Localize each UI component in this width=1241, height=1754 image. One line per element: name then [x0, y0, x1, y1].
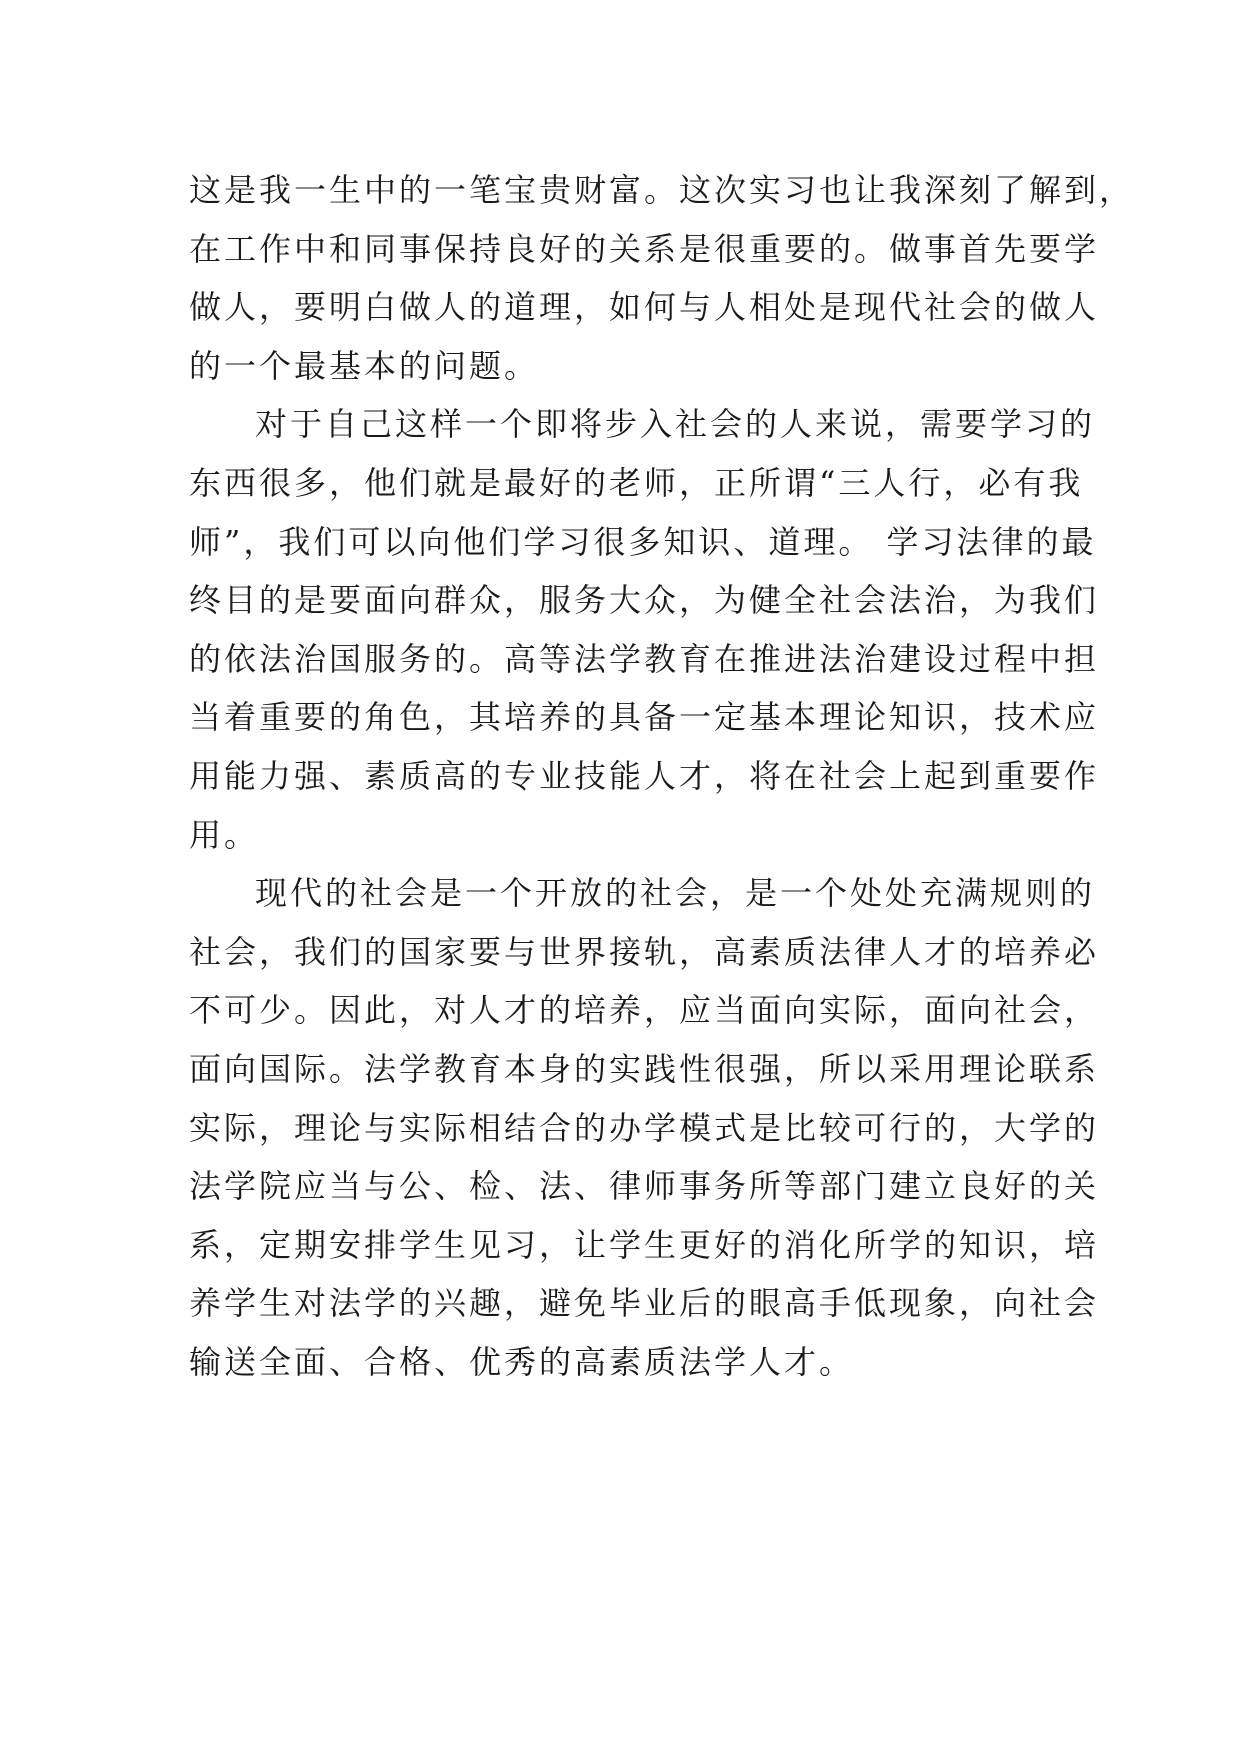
paragraph-3-line-4: 面向国际。法学教育本身的实践性很强，所以采用理论联系	[189, 1049, 1100, 1088]
paragraph-2-line-5: 的依法治国服务的。高等法学教育在推进法治建设过程中担	[189, 639, 1100, 678]
paragraph-2-line-2: 东西很多，他们就是最好的老师，正所谓“三人行，必有我	[189, 463, 1084, 502]
paragraph-3-line-3: 不可少。因此，对人才的培养，应当面向实际，面向社会，	[189, 991, 1100, 1030]
paragraph-1-line-3: 做人，要明白做人的道理，如何与人相处是现代社会的做人	[189, 288, 1100, 327]
paragraph-2-line-7: 用能力强、素质高的专业技能人才，将在社会上起到重要作	[189, 756, 1100, 795]
paragraph-1-line-1: 这是我一生中的一笔宝贵财富。这次实习也让我深刻了解到，	[189, 171, 1135, 209]
paragraph-1-line-4: 的一个最基本的问题。	[189, 346, 540, 385]
paragraph-2-line-8: 用。	[189, 815, 260, 854]
paragraph-3-line-5: 实际，理论与实际相结合的办学模式是比较可行的，大学的	[189, 1108, 1100, 1147]
paragraph-2-line-6: 当着重要的角色，其培养的具备一定基本理论知识，技术应	[189, 698, 1100, 737]
paragraph-3-line-7: 系，定期安排学生见习，让学生更好的消化所学的知识，培	[189, 1225, 1100, 1264]
paragraph-2-line-4: 终目的是要面向群众，服务大众，为健全社会法治，为我们	[189, 581, 1100, 620]
paragraph-3-line-1: 现代的社会是一个开放的社会，是一个处处充满规则的	[255, 874, 1096, 913]
paragraph-3-line-2: 社会，我们的国家要与世界接轨，高素质法律人才的培养必	[189, 932, 1100, 971]
paragraph-3-line-6: 法学院应当与公、检、法、律师事务所等部门建立良好的关	[189, 1167, 1100, 1206]
document-body	[189, 161, 1135, 1391]
paragraph-3-line-9: 输送全面、合格、优秀的高素质法学人才。	[189, 1342, 855, 1381]
paragraph-2-line-3: 师”，我们可以向他们学习很多知识、道理。 学习法律的最	[189, 522, 1097, 561]
paragraph-2-line-1: 对于自己这样一个即将步入社会的人来说，需要学习的	[255, 405, 1096, 444]
paragraph-3-line-8: 养学生对法学的兴趣，避免毕业后的眼高手低现象，向社会	[189, 1284, 1100, 1323]
paragraph-1-line-2: 在工作中和同事保持良好的关系是很重要的。做事首先要学	[189, 229, 1100, 268]
